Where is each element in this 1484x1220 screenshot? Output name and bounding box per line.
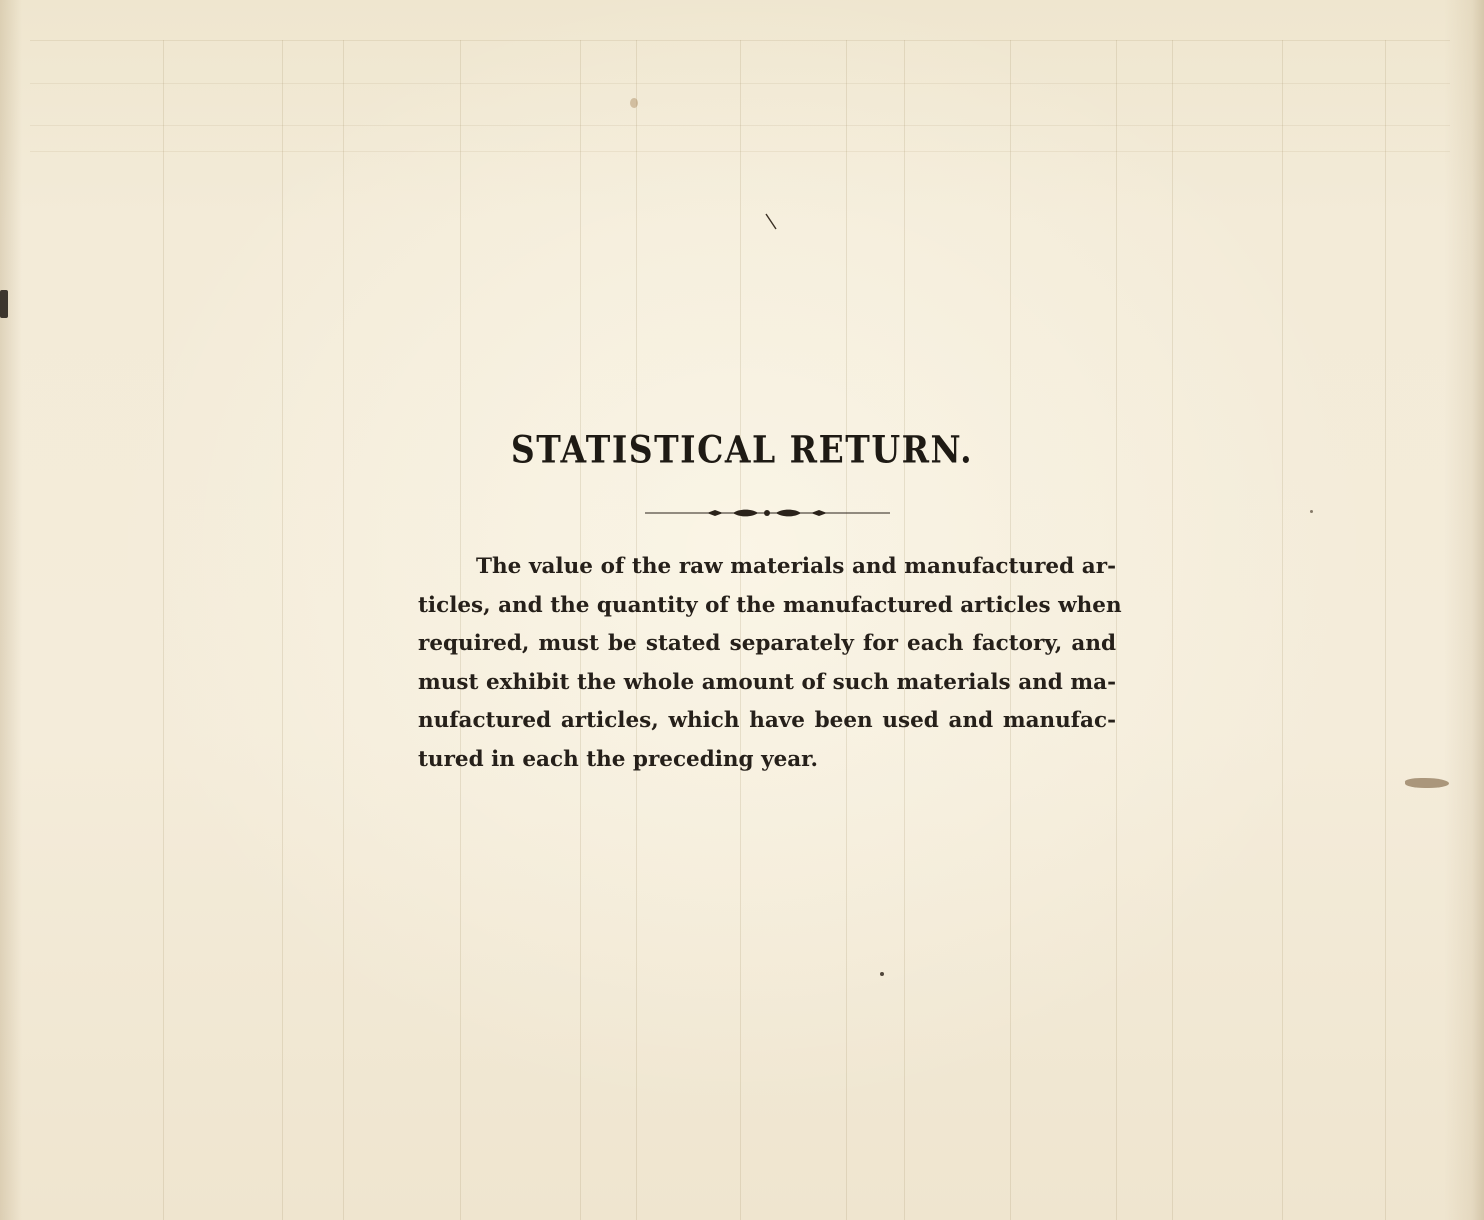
page-title: STATISTICAL RETURN. [510, 427, 974, 472]
paper-tear-mark [1405, 778, 1449, 788]
ruled-column-line [163, 40, 164, 1220]
paragraph-line: tured in each the preceding year. [418, 746, 819, 772]
paper-edge-shadow-left [0, 0, 22, 1220]
ruled-column-line [343, 40, 344, 1220]
instruction-paragraph [418, 548, 1122, 779]
ornament-divider-icon [645, 503, 890, 523]
ink-speck [880, 972, 884, 976]
binding-mark [0, 290, 8, 318]
ruled-column-line [1385, 40, 1386, 1220]
ruled-column-line [282, 40, 283, 1220]
paragraph-line: ticles, and the quantity of the manufactured articles when [418, 592, 1122, 618]
ink-speck [1310, 510, 1313, 513]
paper-edge-shadow-right [1444, 0, 1484, 1220]
paragraph-line: must exhibit the whole amount of such materials and ma- [418, 669, 1116, 695]
pen-stroke-mark [764, 212, 780, 232]
paragraph-line: required, must be stated separately for each factory, and [418, 631, 1116, 656]
ruled-column-line [1172, 40, 1173, 1220]
paper-stain [630, 98, 638, 108]
paragraph-line: nufactured articles, which have been used and manufac- [418, 708, 1116, 733]
ruled-column-line [1116, 40, 1117, 1220]
paragraph-line: The value of the raw materials and manufactured ar- [476, 554, 1116, 579]
ruled-column-line [1282, 40, 1283, 1220]
